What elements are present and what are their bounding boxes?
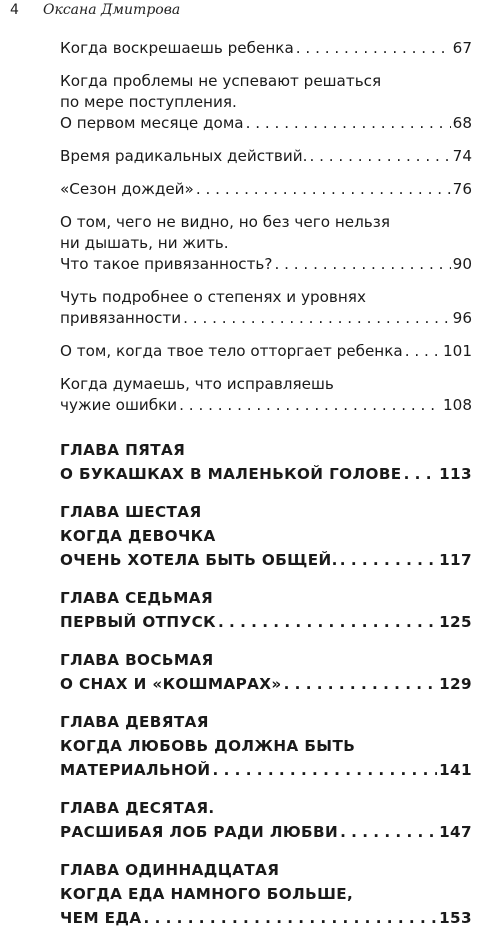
toc-chapter <box>60 500 472 572</box>
entry-text: Чуть подробнее о степенях и уровнях <box>60 288 366 306</box>
entry-title-line <box>60 254 472 275</box>
page-number: 4 <box>10 2 19 18</box>
toc-entry <box>60 212 472 275</box>
entry-text: О БУКАШКАХ В МАЛЕНЬКОЙ ГОЛОВЕ <box>60 465 402 483</box>
chapter-title-line <box>60 734 472 758</box>
dot-leader <box>404 462 438 486</box>
toc-entry <box>60 146 472 167</box>
toc-entry <box>60 71 472 134</box>
chapter-label: ГЛАВА СЕДЬМАЯ <box>60 589 214 607</box>
chapter-title-line <box>60 524 472 548</box>
chapter-title-line <box>60 882 472 906</box>
page-ref: 117 <box>439 551 472 569</box>
page-ref: 68 <box>452 114 472 132</box>
chapter-label: ГЛАВА ДЕВЯТАЯ <box>60 713 209 731</box>
entry-title-line <box>60 113 472 134</box>
entry-text: О первом месяце дома <box>60 114 244 132</box>
page-ref: 67 <box>452 39 472 57</box>
entry-title-line <box>60 92 472 113</box>
chapter-label: ГЛАВА ШЕСТАЯ <box>60 503 202 521</box>
entry-text: О СНАХ И «КОШМАРАХ» <box>60 675 282 693</box>
toc-entry <box>60 38 472 59</box>
entry-title-line <box>60 212 472 233</box>
entry-text: Когда проблемы не успевают решаться <box>60 72 382 90</box>
dot-leader <box>405 341 441 362</box>
toc-entry <box>60 374 472 416</box>
page-ref: 74 <box>452 147 472 165</box>
entry-title-line <box>60 341 472 362</box>
entry-text: чужие ошибки <box>60 396 178 414</box>
section-spacer <box>60 428 472 438</box>
chapter-label: ГЛАВА ДЕСЯТАЯ. <box>60 799 215 817</box>
page-ref: 96 <box>452 309 472 327</box>
entry-text: ПЕРВЫЙ ОТПУСК <box>60 613 216 631</box>
entry-title-line <box>60 287 472 308</box>
toc-entry <box>60 179 472 200</box>
entry-text: КОГДА ЕДА НАМНОГО БОЛЬШЕ, <box>60 885 354 903</box>
chapter-label: ГЛАВА ОДИННАДЦАТАЯ <box>60 861 280 879</box>
entry-text: О том, чего не видно, но без чего нельзя <box>60 213 390 231</box>
dot-leader <box>144 906 438 930</box>
entry-title-line <box>60 374 472 395</box>
entry-text: Время радикальных действий. <box>60 147 308 165</box>
entry-text: КОГДА ДЕВОЧКА <box>60 527 216 545</box>
entry-title-line <box>60 395 472 416</box>
entry-text: привязанности <box>60 309 182 327</box>
dot-leader <box>340 820 437 844</box>
dot-leader <box>183 308 451 329</box>
entry-text: КОГДА ЛЮБОВЬ ДОЛЖНА БЫТЬ <box>60 737 356 755</box>
entry-text: ОЧЕНЬ ХОТЕЛА БЫТЬ ОБЩЕЙ. <box>60 551 338 569</box>
entry-title-line <box>60 308 472 329</box>
entry-title-line <box>60 38 472 59</box>
toc-chapter <box>60 796 472 844</box>
chapter-title-line <box>60 758 472 782</box>
chapter-title-line <box>60 548 472 572</box>
page-ref: 125 <box>439 613 472 631</box>
toc-chapter <box>60 648 472 696</box>
dot-leader <box>196 179 451 200</box>
table-of-contents <box>60 38 472 944</box>
running-head-author: Оксана Дмитрова <box>43 2 181 18</box>
entry-title-line <box>60 71 472 92</box>
page-ref: 90 <box>452 255 472 273</box>
dot-leader <box>218 610 437 634</box>
page-ref: 113 <box>439 465 472 483</box>
entry-text: Что такое привязанность? <box>60 255 273 273</box>
toc-chapter <box>60 438 472 486</box>
entry-text: по мере поступления. <box>60 93 237 111</box>
chapter-title-line <box>60 672 472 696</box>
entry-title-line <box>60 233 472 254</box>
chapter-title-line <box>60 610 472 634</box>
dot-leader <box>309 146 450 167</box>
entry-text: «Сезон дождей» <box>60 180 194 198</box>
page-ref: 101 <box>443 342 472 360</box>
entry-text: Когда думаешь, что исправляешь <box>60 375 334 393</box>
page-header <box>0 0 501 24</box>
chapter-label: ГЛАВА ПЯТАЯ <box>60 441 186 459</box>
page-ref: 153 <box>439 909 472 927</box>
page-ref: 129 <box>439 675 472 693</box>
toc-chapter <box>60 586 472 634</box>
dot-leader <box>246 113 451 134</box>
entry-text: МАТЕРИАЛЬНОЙ <box>60 761 211 779</box>
page-ref: 76 <box>452 180 472 198</box>
entry-text: ни дышать, ни жить. <box>60 234 229 252</box>
chapter-title-line <box>60 906 472 930</box>
entry-text: Когда воскрешаешь ребенка <box>60 39 294 57</box>
chapter-label: ГЛАВА ВОСЬМАЯ <box>60 651 214 669</box>
dot-leader <box>274 254 450 275</box>
dot-leader <box>284 672 438 696</box>
page-ref: 141 <box>439 761 472 779</box>
dot-leader <box>179 395 441 416</box>
entry-text: РАСШИБАЯ ЛОБ РАДИ ЛЮБВИ <box>60 823 339 841</box>
entry-text: О том, когда твое тело отторгает ребенка <box>60 342 403 360</box>
entry-title-line <box>60 146 472 167</box>
page-ref: 147 <box>439 823 472 841</box>
entry-title-line <box>60 179 472 200</box>
chapter-title-line <box>60 820 472 844</box>
page-ref: 108 <box>443 396 472 414</box>
toc-entry <box>60 341 472 362</box>
toc-chapter <box>60 710 472 782</box>
entry-text: ЧЕМ ЕДА <box>60 909 142 927</box>
chapter-title-line <box>60 462 472 486</box>
toc-chapter <box>60 858 472 930</box>
toc-entry <box>60 287 472 329</box>
dot-leader <box>340 548 437 572</box>
dot-leader <box>213 758 438 782</box>
dot-leader <box>296 38 451 59</box>
